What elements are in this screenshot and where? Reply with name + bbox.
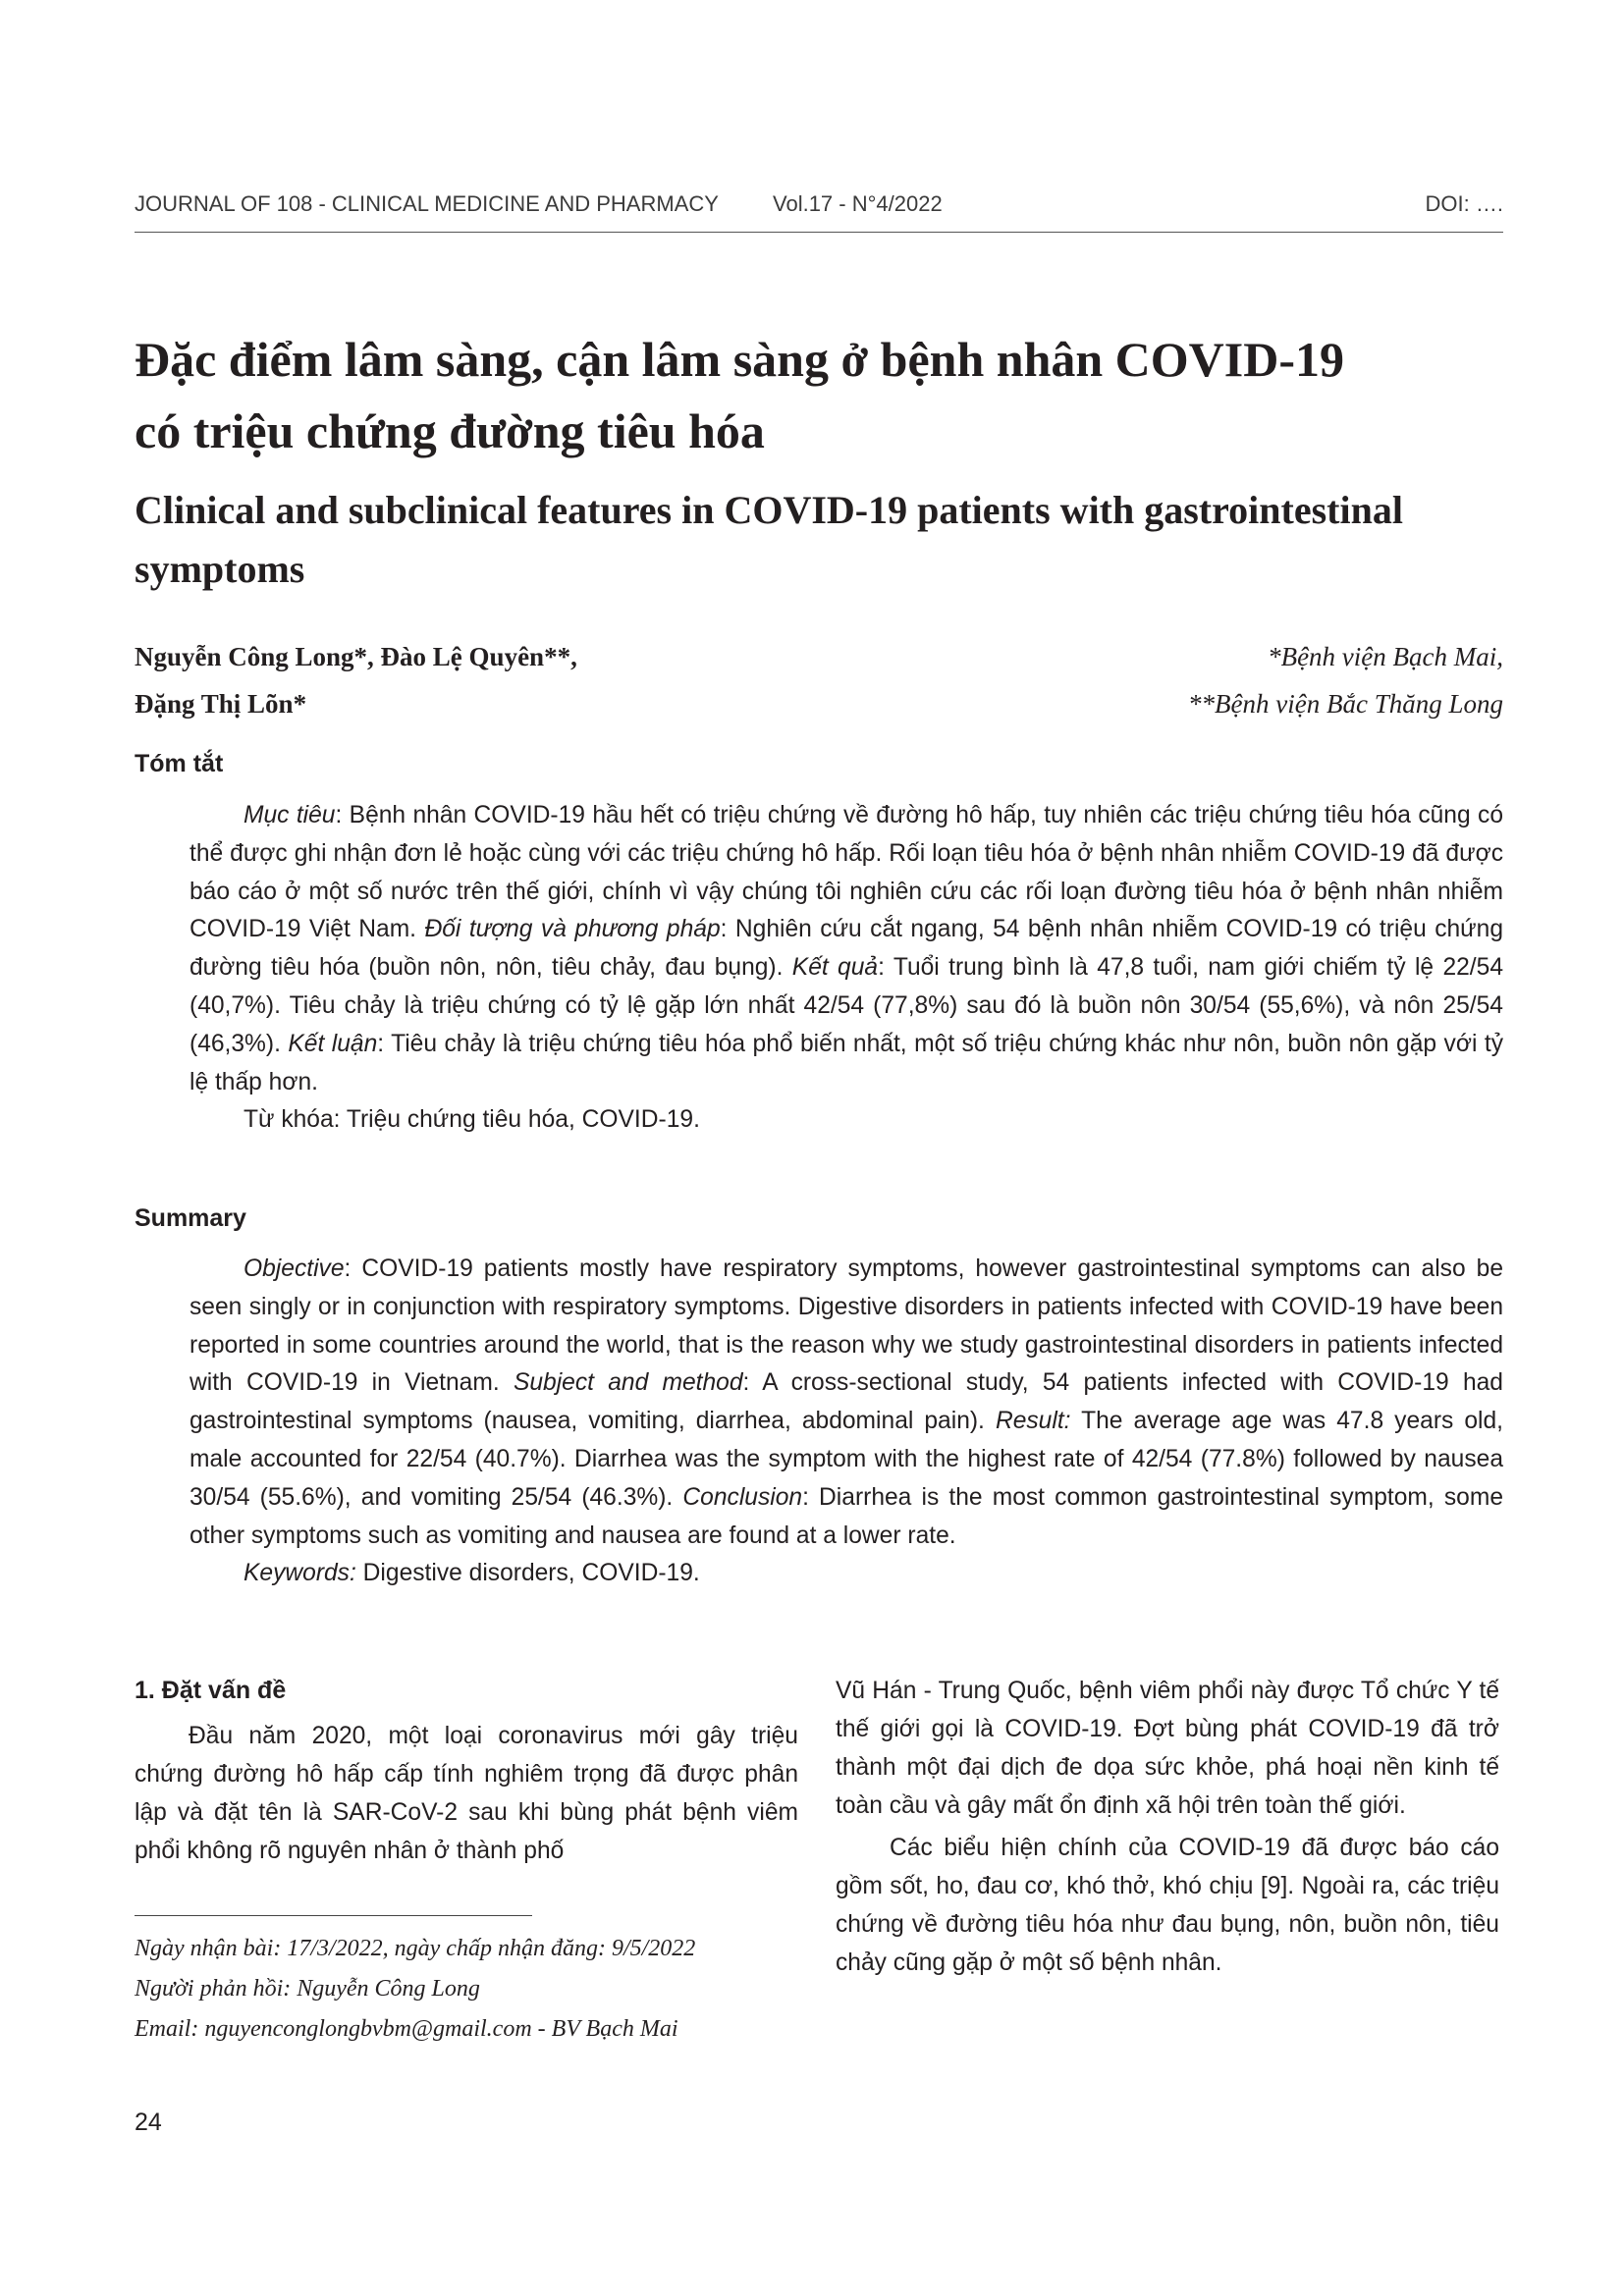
abstract-en-conclusion-label: Conclusion [682, 1483, 803, 1511]
page-number: 24 [135, 2109, 162, 2136]
abstract-vietnamese [189, 797, 1503, 1140]
title-vi-line-1: Đặc điểm lâm sàng, cận lâm sàng ở bệnh nhân COVID-19 [135, 332, 1345, 387]
abstract-english [189, 1251, 1503, 1593]
abstract-en-keywords [189, 1555, 1503, 1593]
footnote-email: Email: nguyenconglongbvbm@gmail.com - BV Bạch Mai [135, 2016, 678, 2042]
abstract-en-keywords-text: Digestive disorders, COVID-19. [355, 1560, 700, 1587]
body-right-column [836, 1672, 1499, 1982]
abstract-vi-method-label: Đối tượng và phương pháp [424, 916, 721, 943]
title-vi-line-2: có triệu chứng đường tiêu hóa [135, 403, 765, 458]
abstract-vi-conclusion-text: : Tiêu chảy là triệu chứng tiêu hóa phổ biến nhất, một số triệu chứng khác như nôn, buồn nôn gặp với tỷ lệ thấp hơn. [189, 1030, 1503, 1095]
journal-name: JOURNAL OF 108 - CLINICAL MEDICINE AND PHARMACY [135, 191, 719, 216]
authors-line-2: Đặng Thị Lõn* [135, 689, 307, 719]
author-list [135, 633, 920, 727]
intro-paragraph-left: Đầu năm 2020, một loại coronavirus mới gây triệu chứng đường hô hấp cấp tính nghiêm trọng đã được phân lập và đặt tên là SAR-CoV-2 sau khi bùng phát bệnh viêm phổi không rõ nguyên nhân ở thành phố [135, 1723, 798, 1864]
abstract-vi-objective-label: Mục tiêu [244, 802, 336, 828]
abstract-en-keywords-label: Keywords: [244, 1560, 356, 1587]
abstract-vi-objective-text: : Bệnh nhân COVID-19 hầu hết có triệu chứng về đường hô hấp, tuy nhiên các triệu chứng tiêu hóa cũng có thể được ghi nhận đơn lẻ hoặc cùng với các triệu chứng hô hấp. Rối loạn tiêu hóa ở bệnh nhân nhiễm COVID-19 đã được báo cáo ở một số nước trên thế giới, chính vì vậy chúng tôi nghiên cứu các rối loạn đường tiêu hóa ở bệnh nhân nhiễm COVID-19 Việt Nam. [189, 802, 1503, 943]
abstract-vi-conclusion-label: Kết luận [288, 1030, 378, 1057]
abstract-en-result-label: Result: [995, 1408, 1071, 1435]
abstract-vi-result-text: : Tuổi trung bình là 47,8 tuổi, nam giới chiếm tỷ lệ 22/54 (40,7%). Tiêu chảy là triệu chứng có tỷ lệ gặp lớn nhất 42/54 (77,8%) sau đó là buồn nôn 30/54 (55,6%), và nôn 25/54 (46,3%). [189, 954, 1503, 1057]
abstract-en-conclusion-text: : Diarrhea is the most common gastrointestinal symptom, some other symptoms such as vomiting and nausea are found at a lower rate. [189, 1483, 1503, 1549]
body-left-column [135, 1672, 798, 1870]
intro-paragraph-right-1: Vũ Hán - Trung Quốc, bệnh viêm phổi này được Tổ chức Y tế thế giới gọi là COVID-19. Đợt bùng phát COVID-19 đã trở thành một đại dịch đe dọa sức khỏe, phá hoại nền kinh tế toàn cầu và gây mất ổn định xã hội trên toàn thế giới. [836, 1678, 1499, 1819]
affiliation-list [816, 633, 1503, 727]
section-heading-introduction: 1. Đặt vấn đề [135, 1677, 287, 1704]
abstract-vi-body [189, 797, 1503, 1101]
abstract-en-objective-text: : COVID-19 patients mostly have respiratory symptoms, however gastrointestinal symptoms can also be seen singly or in conjunction with respiratory symptoms. Digestive disorders in patients infected with COVID-19 have been reported in some countries around the world, that is the reason why we study gastrointestinal disorders in patients infected with COVID-19 in Vietnam. [189, 1255, 1503, 1397]
abstract-vi-keywords: Từ khóa: Triệu chứng tiêu hóa, COVID-19. [244, 1106, 700, 1134]
abstract-en-heading: Summary [135, 1204, 246, 1232]
running-header [135, 191, 1503, 231]
abstract-en-method-text: : A cross-sectional study, 54 patients infected with COVID-19 had gastrointestinal symptoms (nausea, vomiting, diarrhea, abdominal pain). [189, 1369, 1503, 1435]
affiliation-line-1: *Bệnh viện Bạch Mai, [1268, 642, 1503, 671]
title-vietnamese [135, 324, 1509, 467]
abstract-en-result-text: The average age was 47.8 years old, male accounted for 22/54 (40.7%). Diarrhea was the symptom with the highest rate of 42/54 (77.8%) followed by nausea 30/54 (55.6%), and vomiting 25/54 (46.3%). [189, 1408, 1503, 1511]
footnote-corresponding-author: Người phản hồi: Nguyễn Công Long [135, 1976, 480, 2002]
title-en-line-1: Clinical and subclinical features in COVID-19 patients with gastrointestinal [135, 488, 1403, 532]
abstract-en-method-label: Subject and method [513, 1369, 743, 1397]
abstract-en-body [189, 1251, 1503, 1555]
abstract-vi-method-text: : Nghiên cứu cắt ngang, 54 bệnh nhân nhiễm COVID-19 có triệu chứng đường tiêu hóa (buồn nôn, nôn, tiêu chảy, đau bụng). [189, 916, 1503, 982]
abstract-en-objective-label: Objective [244, 1255, 345, 1282]
title-en-line-2: symptoms [135, 547, 305, 591]
footnote-received-date: Ngày nhận bài: 17/3/2022, ngày chấp nhận đăng: 9/5/2022 [135, 1936, 696, 1961]
footnote-divider [135, 1915, 532, 1916]
footnotes [135, 1929, 822, 2050]
volume-issue: Vol.17 - N°4/2022 [773, 191, 943, 216]
abstract-vi-heading: Tóm tắt [135, 750, 224, 777]
authors-line-1: Nguyễn Công Long*, Đào Lệ Quyên**, [135, 642, 577, 671]
affiliation-line-2: **Bệnh viện Bắc Thăng Long [1188, 689, 1503, 719]
abstract-vi-result-label: Kết quả [791, 954, 879, 982]
intro-paragraph-right-2: Các biểu hiện chính của COVID-19 đã được báo cáo gồm sốt, ho, đau cơ, khó thở, khó chịu [9]. Ngoài ra, các triệu chứng về đường tiêu hóa như đau bụng, nôn, buồn nôn, tiêu chảy cũng gặp ở một số bệnh nhân. [836, 1835, 1499, 1976]
title-english [135, 481, 1509, 599]
doi-label: DOI: …. [1425, 191, 1503, 216]
header-divider [135, 232, 1503, 233]
